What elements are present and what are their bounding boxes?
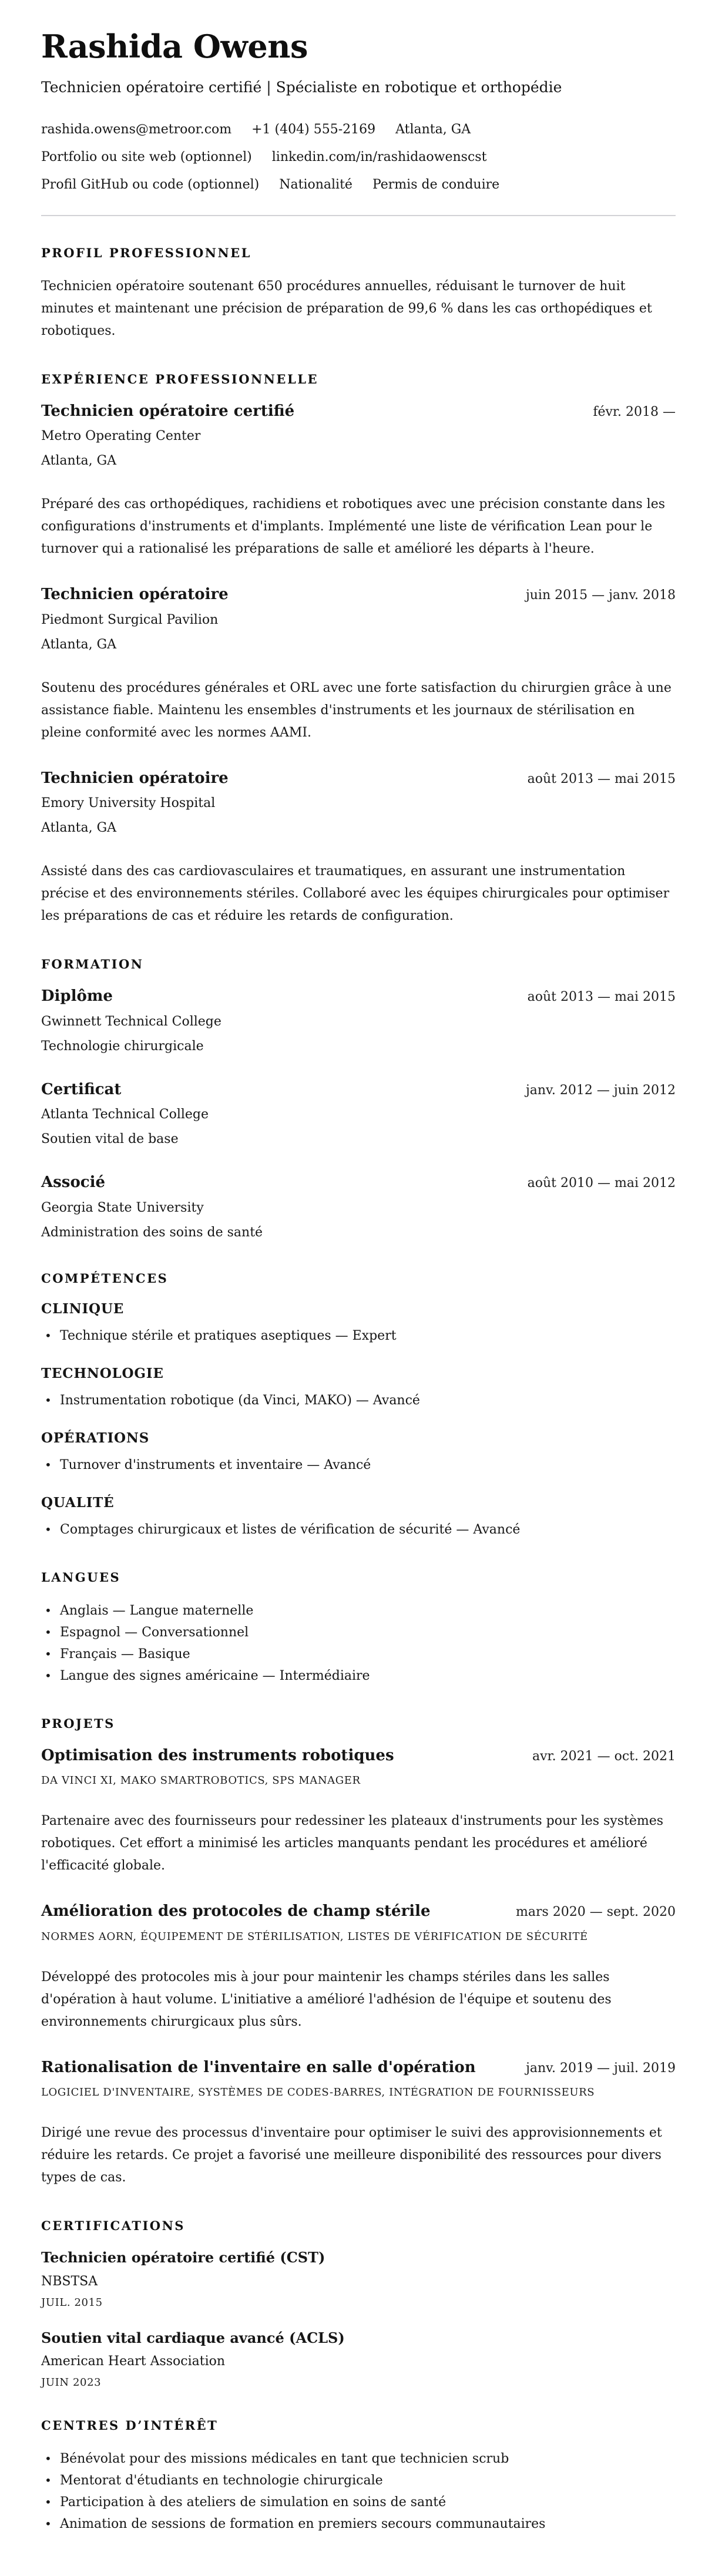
- job-title: Technicien opératoire certifié: [41, 402, 295, 420]
- job-title: Technicien opératoire: [41, 769, 229, 787]
- education-entry-header: [41, 1080, 676, 1099]
- job-location: Atlanta, GA: [41, 637, 117, 652]
- experience-entry: [41, 402, 676, 561]
- project-tags: LOGICIEL D'INVENTAIRE, SYSTÈMES DE CODES-BARRES, INTÉGRATION DE FOURNISSEURS: [41, 2086, 595, 2099]
- job-location: Atlanta, GA: [41, 820, 117, 836]
- section-heading-experience: EXPÉRIENCE PROFESSIONNELLE: [41, 371, 318, 386]
- interest-item: • Mentorat d'étudiants en technologie chirurgicale: [41, 2470, 676, 2491]
- job-company: Metro Operating Center: [41, 429, 201, 444]
- degree-dates: août 2010 — mai 2012: [527, 1176, 676, 1191]
- skill-group-title: QUALITÉ: [41, 1494, 115, 1511]
- section-languages: [41, 1570, 676, 1687]
- section-experience: [41, 372, 676, 928]
- degree-title: Associé: [41, 1173, 106, 1192]
- project-entry: [41, 2058, 676, 2190]
- contact-email: rashida.owens@metroor.com: [41, 122, 232, 137]
- header-divider: [41, 215, 676, 216]
- contact-nationality: Nationalité: [279, 177, 352, 192]
- language-item: • Langue des signes américaine — Intermédiaire: [41, 1665, 676, 1687]
- education-entry: [41, 1080, 676, 1149]
- experience-entry-header: [41, 769, 676, 788]
- section-certifications: [41, 2218, 676, 2388]
- project-dates: mars 2020 — sept. 2020: [516, 1905, 676, 1920]
- profile-summary: Technicien opératoire soutenant 650 procédures annuelles, réduisant le turnover de huit minutes et maintenant une précision de préparation de 99,6 % dans les cas orthopédiques et robotiques.: [41, 278, 652, 338]
- job-description: Assisté dans des cas cardiovasculaires et traumatiques, en assurant une instrumentation précise et des environnements stériles. Collaboré avec les équipes chirurgicales pour optimiser les préparations de cas et réduire les retards de configuration.: [41, 864, 670, 924]
- certification-entry: [41, 2329, 676, 2389]
- skill-list: [41, 1519, 676, 1541]
- experience-entry: [41, 769, 676, 928]
- headline: Technicien opératoire certifié | Spécialiste en robotique et orthopédie: [41, 79, 562, 96]
- project-title: Optimisation des instruments robotiques: [41, 1746, 394, 1764]
- project-title: Amélioration des protocoles de champ stérile: [41, 1902, 431, 1921]
- project-entry-header: [41, 1902, 676, 1921]
- interest-list: [41, 2448, 676, 2535]
- section-profile: [41, 246, 676, 342]
- education-entry: [41, 987, 676, 1055]
- field-of-study: Technologie chirurgicale: [41, 1038, 204, 1054]
- contact-row-3: [41, 176, 676, 194]
- certification-issuer: NBSTSA: [41, 2274, 98, 2289]
- education-entry-header: [41, 987, 676, 1006]
- section-skills: [41, 1271, 676, 1541]
- project-entry: [41, 1746, 676, 1878]
- experience-entry: [41, 585, 676, 744]
- skill-list: [41, 1454, 676, 1476]
- interest-item: • Participation à des ateliers de simulation en soins de santé: [41, 2491, 676, 2513]
- section-heading-interests: CENTRES D’INTÉRÊT: [41, 2417, 219, 2433]
- section-heading-education: FORMATION: [41, 957, 144, 972]
- experience-entry-header: [41, 402, 676, 421]
- interest-item: • Bénévolat pour des missions médicales en tant que technicien scrub: [41, 2448, 676, 2470]
- skill-group-technologie: [41, 1366, 676, 1411]
- contact-driving-license: Permis de conduire: [372, 177, 500, 192]
- skill-item: • Comptages chirurgicaux et listes de vérification de sécurité — Avancé: [41, 1519, 676, 1541]
- contact-location: Atlanta, GA: [395, 122, 471, 137]
- language-item: • Français — Basique: [41, 1643, 676, 1665]
- project-entry: [41, 1902, 676, 2033]
- skill-group-qualite: [41, 1495, 676, 1541]
- skill-group-clinique: [41, 1301, 676, 1347]
- experience-entry-header: [41, 585, 676, 604]
- project-dates: avr. 2021 — oct. 2021: [532, 1748, 676, 1764]
- section-heading-projects: PROJETS: [41, 1716, 115, 1731]
- degree-title: Diplôme: [41, 987, 113, 1005]
- language-list: [41, 1600, 676, 1687]
- contact-row-2: [41, 149, 676, 166]
- job-dates: juin 2015 — janv. 2018: [525, 588, 676, 603]
- section-heading-certifications: CERTIFICATIONS: [41, 2218, 185, 2234]
- contact-linkedin: linkedin.com/in/rashidaowenscst: [271, 149, 487, 164]
- field-of-study: Soutien vital de base: [41, 1132, 179, 1147]
- skill-group-title: CLINIQUE: [41, 1300, 125, 1317]
- certification-date: JUIL. 2015: [41, 2296, 103, 2309]
- project-dates: janv. 2019 — juil. 2019: [526, 2060, 676, 2076]
- resume-header: [41, 29, 676, 216]
- job-company: Emory University Hospital: [41, 796, 216, 811]
- degree-title: Certificat: [41, 1080, 122, 1098]
- project-description: Développé des protocoles mis à jour pour maintenir les champs stériles dans les salles d'opération à haut volume. L'initiative a amélioré l'adhésion de l'équipe et soutenu des environnements chirurgicaux plus sûrs.: [41, 1969, 612, 2029]
- contact-row-1: [41, 121, 676, 139]
- skill-group-title: TECHNOLOGIE: [41, 1365, 164, 1381]
- education-entry-header: [41, 1173, 676, 1192]
- section-heading-skills: COMPÉTENCES: [41, 1270, 169, 1286]
- skill-list: [41, 1390, 676, 1411]
- certification-entry: [41, 2248, 676, 2308]
- skill-group-title: OPÉRATIONS: [41, 1430, 150, 1446]
- job-dates: févr. 2018 —: [593, 404, 676, 419]
- skill-item: • Turnover d'instruments et inventaire — Avancé: [41, 1454, 676, 1476]
- job-description: Préparé des cas orthopédiques, rachidiens et robotiques avec une précision constante dans les configurations d'instruments et d'implants. Implémenté une liste de vérification Lean pour le turnover qui a rationalisé les préparations de salle et amélioré les départs à l'heure.: [41, 497, 666, 557]
- education-entry: [41, 1173, 676, 1242]
- job-location: Atlanta, GA: [41, 453, 117, 469]
- project-title: Rationalisation de l'inventaire en salle d'opération: [41, 2058, 476, 2076]
- job-title: Technicien opératoire: [41, 586, 229, 604]
- project-description: Dirigé une revue des processus d'inventaire pour optimiser le suivi des approvisionnements et réduire les retards. Ce projet a favorisé une meilleure disponibilité des ressources pour divers types de cas.: [41, 2126, 662, 2185]
- certification-date: JUIN 2023: [41, 2376, 102, 2389]
- skill-item: • Technique stérile et pratiques aseptiques — Expert: [41, 1325, 676, 1347]
- skill-list: [41, 1325, 676, 1347]
- language-item: • Anglais — Langue maternelle: [41, 1600, 676, 1622]
- language-item: • Espagnol — Conversationnel: [41, 1622, 676, 1643]
- section-education: [41, 957, 676, 1242]
- section-heading-languages: LANGUES: [41, 1569, 121, 1585]
- school-name: Georgia State University: [41, 1200, 204, 1215]
- project-tags: NORMES AORN, ÉQUIPEMENT DE STÉRILISATION, LISTES DE VÉRIFICATION DE SÉCURITÉ: [41, 1930, 588, 1943]
- job-company: Piedmont Surgical Pavilion: [41, 612, 219, 627]
- contact-github: Profil GitHub ou code (optionnel): [41, 177, 260, 192]
- skill-group-operations: [41, 1430, 676, 1476]
- school-name: Gwinnett Technical College: [41, 1014, 221, 1029]
- skill-item: • Instrumentation robotique (da Vinci, MAKO) — Avancé: [41, 1390, 676, 1411]
- certification-title: Technicien opératoire certifié (CST): [41, 2249, 325, 2266]
- project-description: Partenaire avec des fournisseurs pour redessiner les plateaux d'instruments pour les systèmes robotiques. Cet effort a minimisé les articles manquants pendant les procédures et amélioré l'efficacité globale.: [41, 1814, 664, 1874]
- certification-issuer: American Heart Association: [41, 2353, 226, 2369]
- job-description: Soutenu des procédures générales et ORL avec une forte satisfaction du chirurgien grâce à une assistance fiable. Maintenu les ensembles d'instruments et les journaux de stérilisation en pleine conformité avec les normes AAMI.: [41, 680, 672, 740]
- certification-title: Soutien vital cardiaque avancé (ACLS): [41, 2329, 345, 2346]
- section-heading-profile: PROFIL PROFESSIONNEL: [41, 245, 251, 260]
- school-name: Atlanta Technical College: [41, 1107, 209, 1122]
- contact-portfolio: Portfolio ou site web (optionnel): [41, 149, 252, 164]
- field-of-study: Administration des soins de santé: [41, 1225, 263, 1240]
- section-interests: [41, 2418, 676, 2535]
- section-projects: [41, 1716, 676, 2190]
- job-dates: août 2013 — mai 2015: [527, 771, 676, 786]
- project-tags: DA VINCI XI, MAKO SMARTROBOTICS, SPS MANAGER: [41, 1774, 361, 1787]
- contact-phone: +1 (404) 555-2169: [251, 122, 376, 137]
- degree-dates: janv. 2012 — juin 2012: [525, 1082, 676, 1098]
- interest-item: • Animation de sessions de formation en premiers secours communautaires: [41, 2513, 676, 2535]
- project-entry-header: [41, 1746, 676, 1765]
- page-title: Rashida Owens: [41, 28, 308, 65]
- degree-dates: août 2013 — mai 2015: [527, 990, 676, 1005]
- project-entry-header: [41, 2058, 676, 2077]
